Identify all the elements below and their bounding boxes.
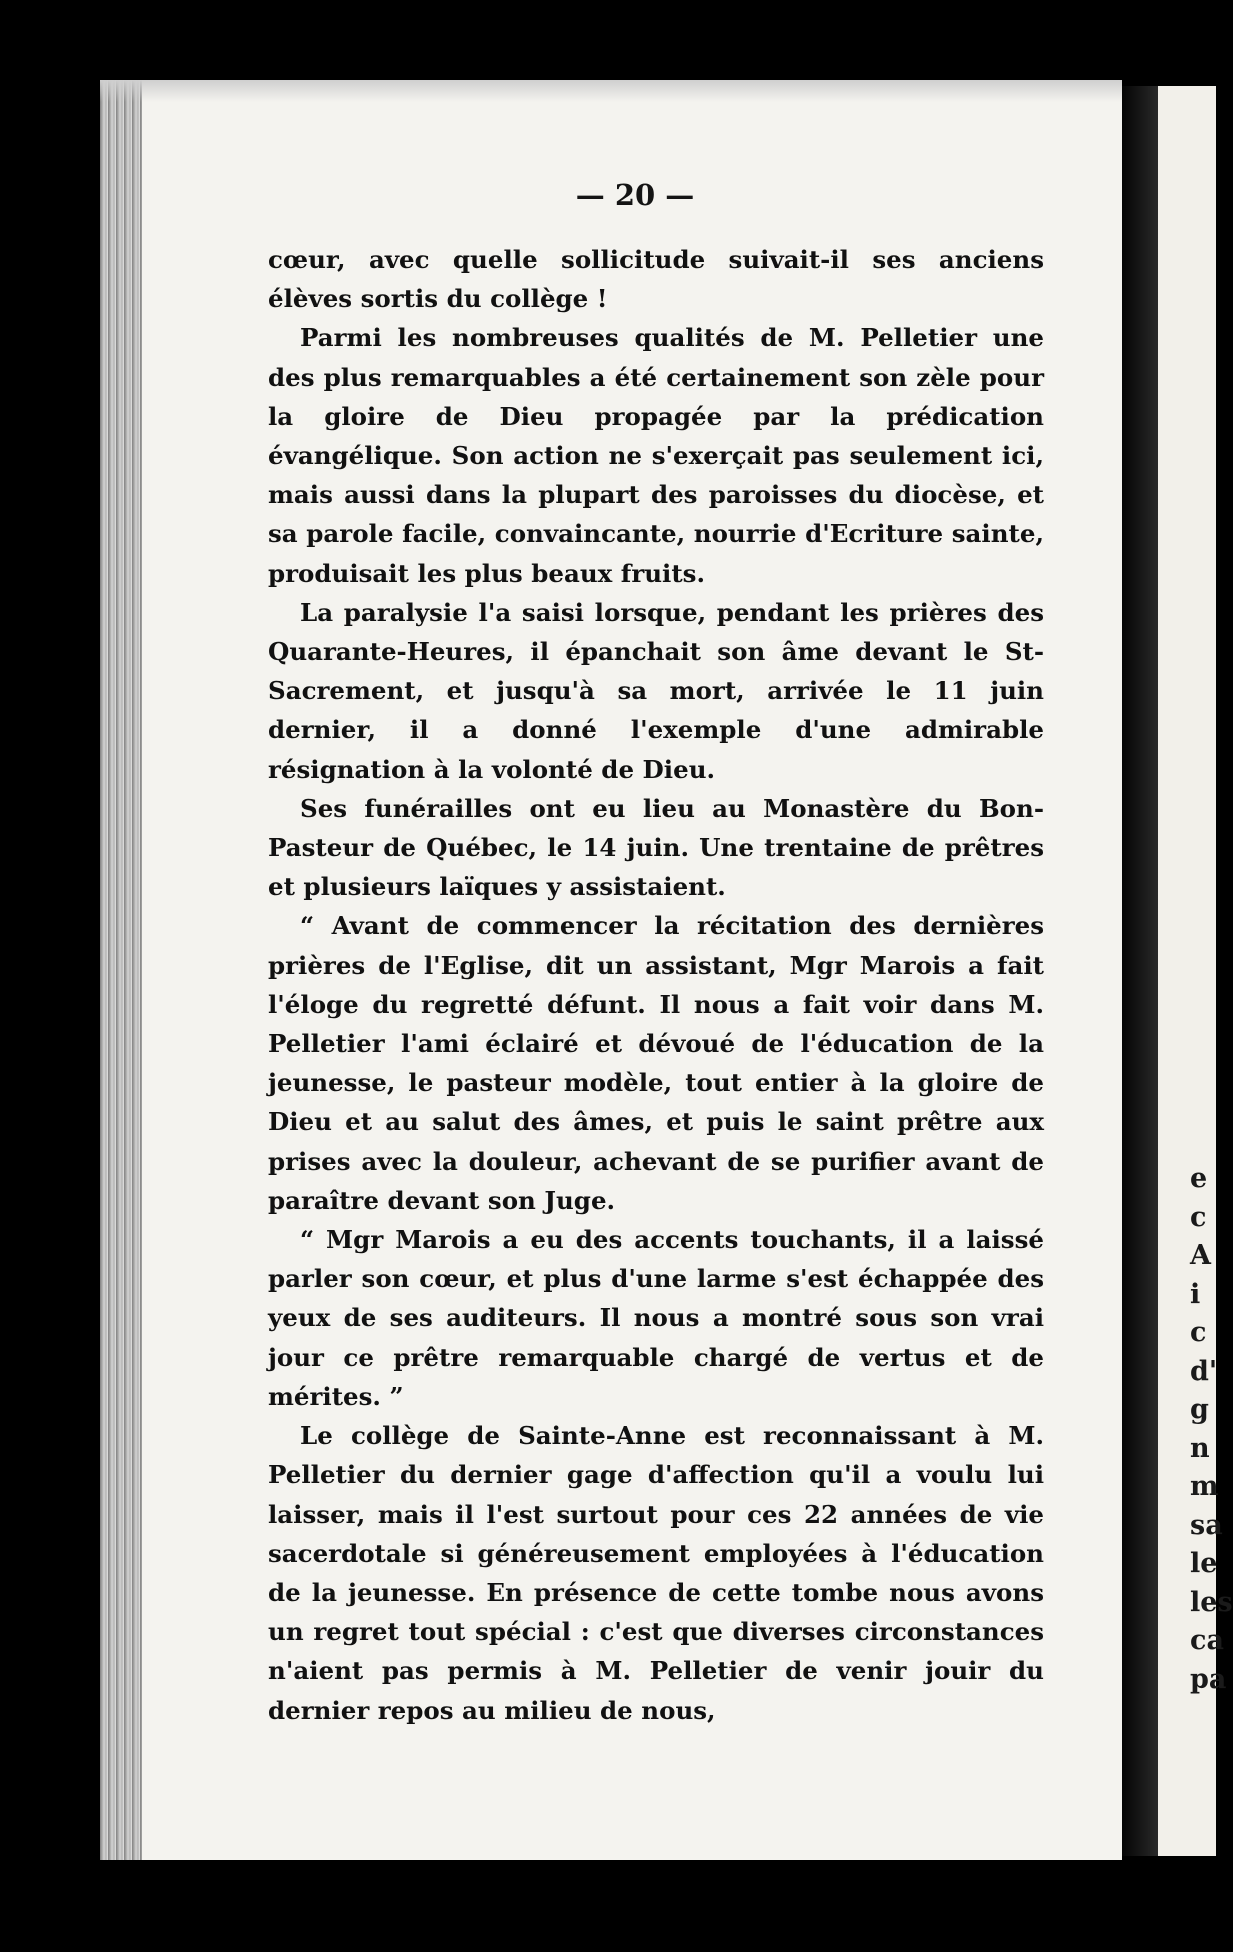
paragraph: “ Mgr Marois a eu des accents touchants, il a laissé parler son cœur, et plus d'une larme s'est échappée des yeux de ses auditeurs. Il nous a montré sous son vrai jour ce prêtre remarquable chargé de vertus et de mérites. ” <box>268 1225 1044 1411</box>
adjacent-fragment: i <box>1190 1278 1201 1310</box>
page-top-shadow <box>100 80 1122 102</box>
adjacent-fragment: le <box>1190 1548 1218 1579</box>
paragraph: “ Avant de commencer la récitation des dernières prières de l'Eglise, dit un assistant, Mgr Marois a fait l'éloge du regretté défunt. Il nous a fait voir dans M. Pelletier l'ami éclairé et dévoué de l'éducation de la jeunesse, le pasteur modèle, tout entier à la gloire de Dieu et au salut des âmes, et puis le saint prêtre aux prises avec la douleur, achevant de se purifier avant de paraître devant son Juge. <box>268 911 1044 1215</box>
adjacent-fragment: sa <box>1190 1509 1223 1541</box>
adjacent-fragment: g <box>1190 1394 1209 1425</box>
adjacent-fragment: ca <box>1190 1625 1224 1656</box>
body-text <box>268 240 1044 1730</box>
adjacent-fragment: c <box>1190 1201 1207 1233</box>
page-stack-edge <box>100 80 142 1860</box>
paragraph: Le collège de Sainte-Anne est reconnaissant à M. Pelletier du dernier gage d'affection qu'il a voulu lui laisser, mais il l'est surtout pour ces 22 années de vie sacerdotale si généreusement employées à l'éducation de la jeunesse. En présence de cette tombe nous avons un regret tout spécial : c'est que diverses circonstances n'aient pas permis à M. Pelletier de venir jouir du dernier repos au milieu de nous, <box>268 1421 1044 1725</box>
paragraph: Parmi les nombreuses qualités de M. Pelletier une des plus remarquables a été certainement son zèle pour la gloire de Dieu propagée par la prédication évangélique. Son action ne s'exerçait pas seulement ici, mais aussi dans la plupart des paroisses du diocèse, et sa parole facile, convaincante, nourrie d'Ecriture sainte, produisait les plus beaux fruits. <box>268 323 1044 588</box>
adjacent-fragment: n <box>1190 1432 1210 1464</box>
book-gutter <box>1122 86 1158 1856</box>
paragraph: Ses funérailles ont eu lieu au Monastère du Bon-Pasteur de Québec, le 14 juin. Une trentaine de prêtres et plusieurs laïques y assistaient. <box>268 793 1044 902</box>
adjacent-fragment: e <box>1190 1163 1208 1194</box>
adjacent-fragment: c <box>1190 1317 1207 1348</box>
paragraph: cœur, avec quelle sollicitude suivait-il ses anciens élèves sortis du collège ! <box>268 245 1044 314</box>
page-number: — 20 — <box>575 178 695 212</box>
adjacent-fragment: pa <box>1190 1663 1227 1695</box>
adjacent-fragment: d' <box>1190 1355 1218 1387</box>
adjacent-fragment: A <box>1190 1240 1211 1271</box>
adjacent-page-text <box>1190 1160 1233 1699</box>
adjacent-fragment: les <box>1190 1586 1233 1618</box>
adjacent-fragment: m <box>1190 1471 1219 1502</box>
paragraph: La paralysie l'a saisi lorsque, pendant les prières des Quarante-Heures, il épanchait son âme devant le St-Sacrement, et jusqu'à sa mort, arrivée le 11 juin dernier, il a donné l'exemple d'une admirable résignation à la volonté de Dieu. <box>268 597 1044 784</box>
